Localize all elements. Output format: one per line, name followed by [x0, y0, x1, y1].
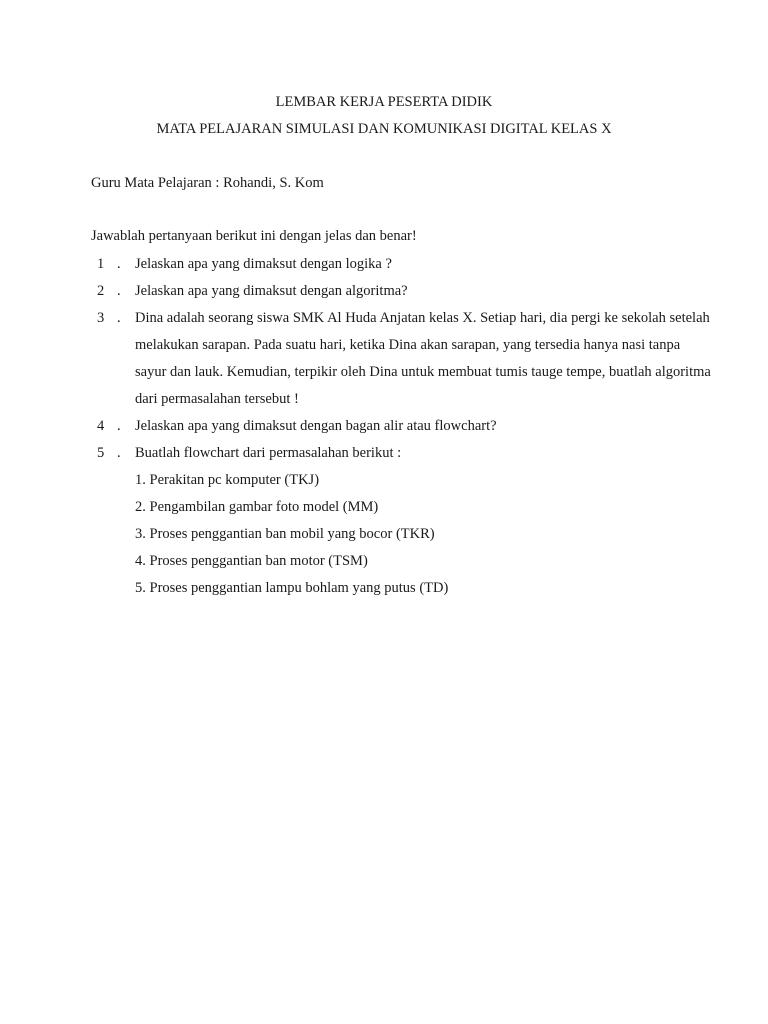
question-item — [0, 278, 768, 305]
question-list — [0, 251, 768, 602]
question-line: Buatlah flowchart dari permasalahan berikut : — [135, 445, 402, 461]
list-item: 5. Proses penggantian lampu bohlam yang putus (TD) — [135, 580, 449, 596]
question-item — [0, 305, 768, 413]
question-dot: . — [117, 445, 121, 461]
question-number: 1 — [97, 256, 105, 272]
question-line: melakukan sarapan. Pada suatu hari, ketika Dina akan sarapan, yang tersedia hanya nasi tanpa — [135, 337, 681, 353]
question-text — [135, 278, 735, 305]
question-number: 4 — [97, 418, 105, 434]
question-line: Jelaskan apa yang dimaksut dengan bagan alir atau flowchart? — [135, 418, 497, 434]
worksheet-title: LEMBAR KERJA PESERTA DIDIK — [275, 94, 493, 110]
question-item — [0, 440, 768, 467]
question-line: dari permasalahan tersebut ! — [135, 391, 299, 407]
flowchart-task-list — [135, 467, 768, 602]
question-line: Dina adalah seorang siswa SMK Al Huda Anjatan kelas X. Setiap hari, dia pergi ke sekolah setelah — [135, 310, 710, 326]
question-dot: . — [117, 310, 121, 326]
list-item: 3. Proses penggantian ban mobil yang bocor (TKR) — [135, 526, 435, 542]
question-number: 2 — [97, 283, 105, 299]
question-text — [135, 413, 735, 440]
question-number: 5 — [97, 445, 105, 461]
question-item — [0, 413, 768, 440]
question-line: sayur dan lauk. Kemudian, terpikir oleh Dina untuk membuat tumis tauge tempe, buatlah algoritma — [135, 364, 711, 380]
question-text — [135, 251, 735, 278]
question-number: 3 — [97, 310, 105, 326]
list-item: 2. Pengambilan gambar foto model (MM) — [135, 499, 379, 515]
subject-title: MATA PELAJARAN SIMULASI DAN KOMUNIKASI DIGITAL KELAS X — [156, 121, 612, 137]
question-text — [135, 440, 735, 467]
teacher-line: Guru Mata Pelajaran : Rohandi, S. Kom — [91, 175, 324, 191]
question-dot: . — [117, 283, 121, 299]
question-dot: . — [117, 418, 121, 434]
list-item: 4. Proses penggantian ban motor (TSM) — [135, 553, 368, 569]
question-text — [135, 305, 735, 413]
question-line: Jelaskan apa yang dimaksut dengan algoritma? — [135, 283, 408, 299]
question-item — [0, 251, 768, 278]
question-dot: . — [117, 256, 121, 272]
instruction-text: Jawablah pertanyaan berikut ini dengan jelas dan benar! — [91, 228, 417, 244]
list-item: 1. Perakitan pc komputer (TKJ) — [135, 472, 320, 488]
question-line: Jelaskan apa yang dimaksut dengan logika ? — [135, 256, 392, 272]
